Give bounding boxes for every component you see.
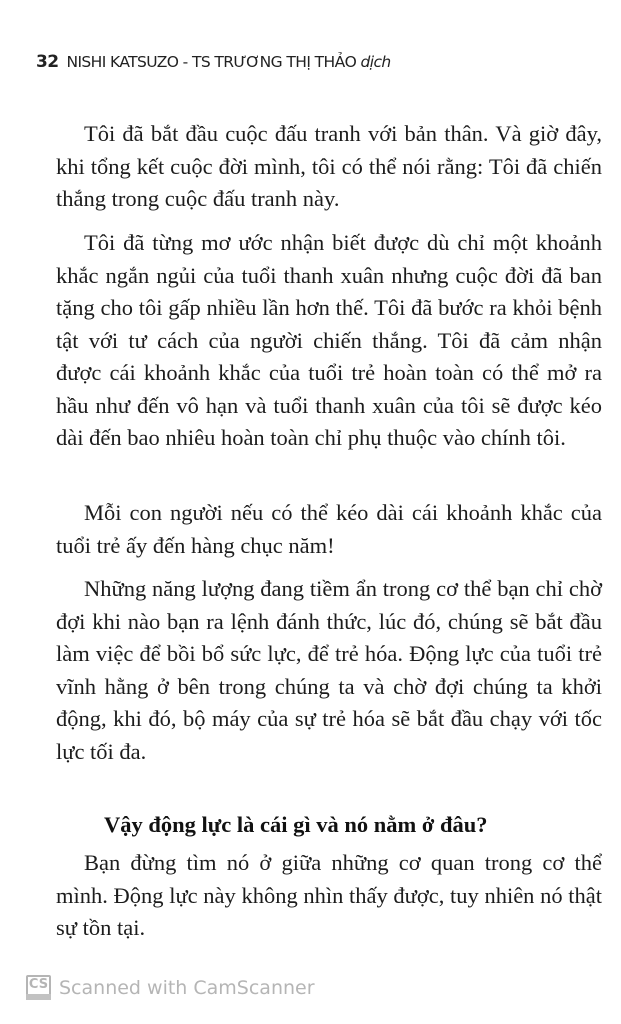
paragraph: Những năng lượng đang tiềm ẩn trong cơ thể bạn chỉ chờ đợi khi nào bạn ra lệnh đánh thức, lúc đó, chúng sẽ bắt đầu làm việc để bồi bổ sức lực, để trẻ hóa. Động lực của tuổi trẻ vĩnh hằng ở bên trong chúng ta và chờ đợi chúng ta khởi động, khi đó, bộ máy của sự trẻ hóa sẽ bắt đầu chạy với tốc lực tối đa. <box>56 576 602 764</box>
paragraph: Bạn đừng tìm nó ở giữa những cơ quan trong cơ thể mình. Động lực này không nhìn thấy được, tuy nhiên nó thật sự tồn tại. <box>56 850 602 940</box>
paragraph-2-block <box>56 227 602 455</box>
paragraph: Tôi đã bắt đầu cuộc đấu tranh với bản thân. Và giờ đây, khi tổng kết cuộc đời mình, tôi có thể nói rằng: Tôi đã chiến thắng trong cuộc đấu tranh này. <box>56 121 602 211</box>
paragraph: Mỗi con người nếu có thể kéo dài cái khoảnh khắc của tuổi trẻ ấy đến hàng chục năm! <box>56 500 602 558</box>
section-paragraph-block <box>56 847 602 945</box>
paragraph-1-block <box>56 118 602 216</box>
running-header <box>36 52 391 72</box>
paragraph-3-block <box>56 497 602 562</box>
section-heading: Vậy động lực là cái gì và nó nằm ở đâu? <box>104 812 488 837</box>
watermark-text: Scanned with CamScanner <box>59 976 315 999</box>
running-title: NISHI KATSUZO - TS TRƯƠNG THỊ THẢO <box>66 53 357 71</box>
paragraph: Tôi đã từng mơ ước nhận biết được dù chỉ một khoảnh khắc ngắn ngủi của tuổi thanh xuân nhưng cuộc đời đã ban tặng cho tôi gấp nhiều lần hơn thế. Tôi đã bước ra khỏi bệnh tật với tư cách của người chiến thắng. Tôi đã cảm nhận được cái khoảnh khắc của tuổi trẻ hoàn toàn có thể mở ra hầu như đến vô hạn và tuổi thanh xuân của tôi sẽ được kéo dài đến bao nhiêu hoàn toàn chỉ phụ thuộc vào chính tôi. <box>56 230 602 450</box>
page-number: 32 <box>36 52 59 72</box>
running-title-suffix: dịch <box>360 53 391 71</box>
camscanner-logo-icon: CS <box>26 975 51 1000</box>
camscanner-watermark <box>26 975 315 1000</box>
paragraph-4-block <box>56 573 602 768</box>
